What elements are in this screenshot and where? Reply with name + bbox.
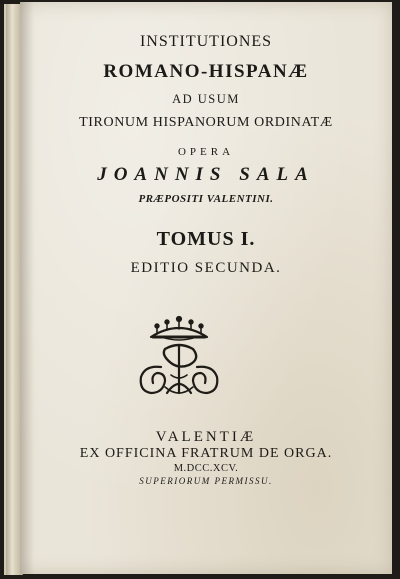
- volume-label: TOMUS I.: [156, 228, 256, 250]
- author-title: PRÆPOSITI VALENTINI.: [138, 193, 274, 205]
- edition-label: EDITIO SECUNDA.: [130, 260, 282, 276]
- imprint-permission: SUPERIORUM PERMISSU.: [139, 476, 273, 486]
- imprint-city: VALENTIÆ: [155, 429, 257, 445]
- title-line-romano-hispanae: ROMANO-HISPANÆ: [103, 61, 309, 82]
- title-line-tironum: TIRONUM HISPANORUM ORDINATÆ: [79, 115, 333, 130]
- imprint-printer: EX OFFICINA FRATRUM DE ORGA.: [79, 446, 333, 461]
- crowned-monogram-icon: [131, 315, 227, 401]
- title-line-ad-usum: AD USUM: [172, 92, 240, 106]
- spine-fold: [6, 4, 12, 575]
- gutter-shadow: [20, 2, 34, 574]
- title-page-sheet: [20, 2, 392, 574]
- imprint-year: M.DCC.XCV.: [173, 463, 239, 474]
- title-line-institutiones: INSTITUTIONES: [139, 33, 273, 50]
- title-line-opera: OPERA: [177, 146, 235, 158]
- author-name: JOANNIS SALA: [97, 164, 315, 185]
